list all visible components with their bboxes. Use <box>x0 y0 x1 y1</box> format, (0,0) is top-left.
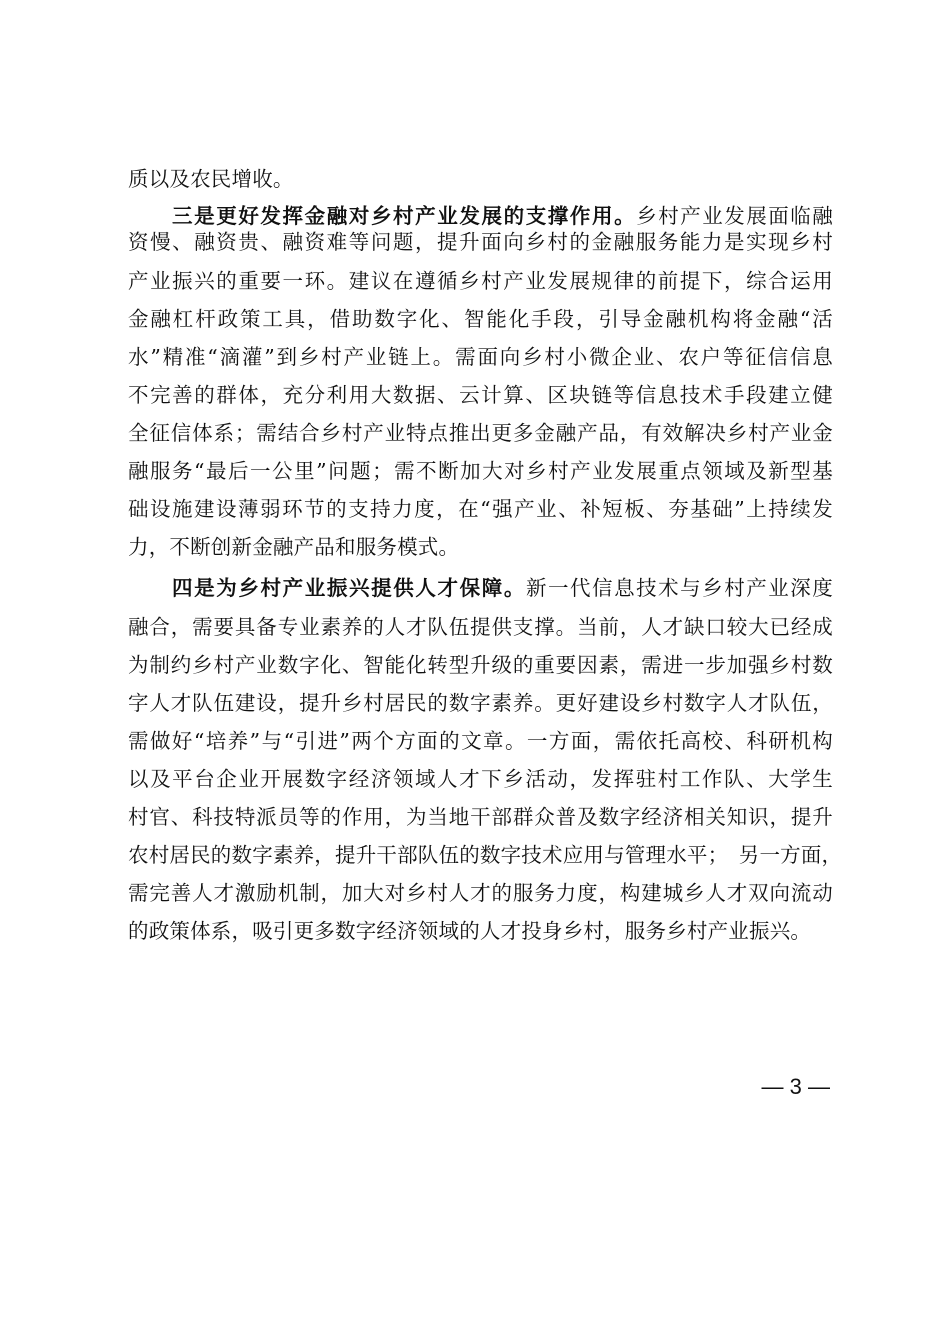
page-number: — 3 — <box>761 1074 830 1099</box>
paragraph-3-line: 的政策体系，吸引更多数字经济领域的人才投身乡村，服务乡村产业振兴。 <box>128 919 812 943</box>
paragraph-3-line: 需做好“培养”与“引进”两个方面的文章。一方面，需依托高校、科研机构 <box>128 729 833 753</box>
paragraph-1-line-1: 质以及农民增收。 <box>128 167 294 191</box>
paragraph-3-line: 村官、科技特派员等的作用，为当地干部群众普及数字经济相关知识，提升 <box>128 805 833 829</box>
paragraph-3-line: 农村居民的数字素养，提升干部队伍的数字技术应用与管理水平； 另一方面， <box>128 843 843 867</box>
paragraph-2-line: 金融杠杆政策工具，借助数字化、智能化手段，引导金融机构将金融“活 <box>128 307 833 331</box>
paragraph-3-line: 字人才队伍建设，提升乡村居民的数字素养。更好建设乡村数字人才队伍， <box>128 691 833 715</box>
paragraph-2-line: 础设施建设薄弱环节的支持力度，在“强产业、补短板、夯基础”上持续发 <box>128 497 833 521</box>
paragraph-2-line: 产业振兴的重要一环。建议在遵循乡村产业发展规律的前提下，综合运用 <box>128 269 833 293</box>
paragraph-3-line: 为制约乡村产业数字化、智能化转型升级的重要因素，需进一步加强乡村数 <box>128 653 833 677</box>
paragraph-2-line: 力，不断创新金融产品和服务模式。 <box>128 535 460 559</box>
paragraph-3-line: 以及平台企业开展数字经济领域人才下乡活动，发挥驻村工作队、大学生 <box>128 767 833 791</box>
paragraph-3-line: 需完善人才激励机制，加大对乡村人才的服务力度，构建城乡人才双向流动 <box>128 881 833 905</box>
paragraph-3-first-line-text: 新一代信息技术与乡村产业深度 <box>525 576 833 600</box>
paragraph-2-line: 资慢、融资贵、融资难等问题，提升面向乡村的金融服务能力是实现乡村 <box>128 230 833 254</box>
paragraph-2-line: 不完善的群体，充分利用大数据、云计算、区块链等信息技术手段建立健 <box>128 383 833 407</box>
paragraph-3-line: 融合，需要具备专业素养的人才队伍提供支撑。当前，人才缺口较大已经成 <box>128 615 833 639</box>
paragraph-2-line: 水”精准“滴灌”到乡村产业链上。需面向乡村小微企业、农户等征信信息 <box>128 345 833 369</box>
paragraph-2-first-line <box>172 203 833 229</box>
paragraph-3-first-line <box>172 575 833 601</box>
paragraph-2-line: 全征信体系；需结合乡村产业特点推出更多金融产品，有效解决乡村产业金 <box>128 421 833 445</box>
paragraph-2-line: 融服务“最后一公里”问题；需不断加大对乡村产业发展重点领域及新型基 <box>128 459 833 483</box>
paragraph-2-heading: 三是更好发挥金融对乡村产业发展的支撑作用。 <box>172 204 637 228</box>
paragraph-3-heading: 四是为乡村产业振兴提供人才保障。 <box>172 576 526 600</box>
paragraph-2-first-line-text: 乡村产业发展面临融 <box>636 204 833 228</box>
